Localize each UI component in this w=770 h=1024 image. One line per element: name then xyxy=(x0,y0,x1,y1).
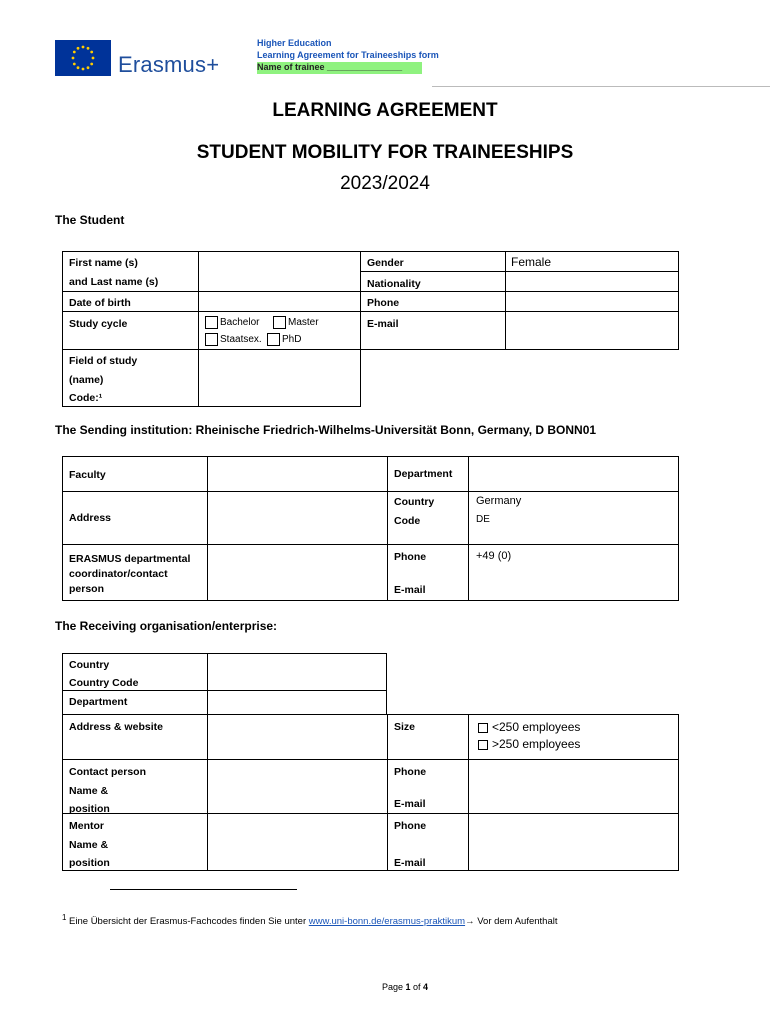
size-small-checkbox[interactable] xyxy=(478,723,488,733)
receiving-department-input[interactable] xyxy=(207,690,387,715)
country-label: Country xyxy=(394,496,435,508)
field-of-study-input[interactable] xyxy=(198,349,361,407)
footnote-rule xyxy=(110,889,297,890)
contact-phone-label: Phone xyxy=(394,766,427,778)
size-large-option[interactable]: >250 employees xyxy=(478,737,580,751)
header-line-2: Learning Agreement for Traineeships form xyxy=(257,50,439,60)
gender-label: Gender xyxy=(367,257,404,269)
footnote xyxy=(62,913,702,927)
eu-stars-icon xyxy=(55,40,111,76)
receiving-country-input[interactable] xyxy=(207,653,387,691)
staatsex-checkbox[interactable] xyxy=(205,333,218,346)
cycle-phd-option[interactable]: PhD xyxy=(267,333,301,346)
document-title: LEARNING AGREEMENT xyxy=(272,100,498,121)
sending-phone-value: +49 (0) xyxy=(476,550,512,562)
coordinator-label-1: ERASMUS departmental xyxy=(69,553,191,565)
contact-person-input[interactable] xyxy=(207,759,388,814)
header-rule xyxy=(432,86,770,87)
page-number: Page 1 of 4 xyxy=(381,982,429,992)
nationality-label: Nationality xyxy=(367,278,421,290)
footnote-mark: 1 xyxy=(62,913,67,922)
footnote-text-after: Vor dem Aufenthalt xyxy=(477,916,558,928)
size-label: Size xyxy=(394,721,416,733)
mentor-name-label: Name & xyxy=(69,839,109,851)
erasmus-praktikum-link[interactable]: www.uni-bonn.de/erasmus-praktikum xyxy=(308,916,466,928)
academic-year: 2023/2024 xyxy=(340,173,430,194)
address-input[interactable] xyxy=(207,491,388,545)
receiving-country-label: Country xyxy=(69,659,110,671)
gender-value: Female xyxy=(511,255,552,269)
header-line-1: Higher Education xyxy=(257,38,332,48)
study-cycle-label: Study cycle xyxy=(69,318,128,330)
last-name-label: and Last name (s) xyxy=(69,276,159,288)
mentor-input[interactable] xyxy=(207,813,388,871)
size-large-checkbox[interactable] xyxy=(478,740,488,750)
cycle-master-option[interactable]: Master xyxy=(273,316,319,329)
mentor-phone-email-input[interactable] xyxy=(468,813,679,871)
coordinator-label-3: person xyxy=(69,583,105,595)
email-input[interactable] xyxy=(505,311,679,350)
contact-position-label: position xyxy=(69,803,110,815)
contact-email-label: E-mail xyxy=(394,798,426,810)
document-subtitle: STUDENT MOBILITY FOR TRAINEESHIPS xyxy=(196,142,574,163)
mentor-email-label: E-mail xyxy=(394,857,426,869)
phone-label: Phone xyxy=(367,297,400,309)
cycle-bachelor-option[interactable]: Bachelor xyxy=(205,316,259,329)
field-name-label: (name) xyxy=(69,374,104,386)
size-small-option[interactable]: <250 employees xyxy=(478,720,580,734)
student-heading: The Student xyxy=(55,213,125,227)
bachelor-checkbox[interactable] xyxy=(205,316,218,329)
coordinator-input[interactable] xyxy=(207,544,388,601)
address-label: Address xyxy=(69,512,112,524)
code-value: DE xyxy=(476,514,490,525)
country-value: Germany xyxy=(476,495,522,507)
phone-input[interactable] xyxy=(505,291,679,312)
faculty-label: Faculty xyxy=(69,469,106,481)
cycle-staatsex-option[interactable]: Staatsex. xyxy=(205,333,262,346)
first-last-name-input[interactable] xyxy=(198,251,361,292)
receiving-address-input[interactable] xyxy=(207,714,388,760)
phd-checkbox[interactable] xyxy=(267,333,280,346)
receiving-country-code-label: Country Code xyxy=(69,677,139,689)
coordinator-label-2: coordinator/contact xyxy=(69,568,168,580)
dob-input[interactable] xyxy=(198,291,361,312)
sending-phone-label: Phone xyxy=(394,551,427,563)
code-label: Code xyxy=(394,515,421,527)
contact-name-label: Name & xyxy=(69,785,109,797)
mentor-position-label: position xyxy=(69,857,110,869)
faculty-input[interactable] xyxy=(207,456,388,492)
mentor-phone-label: Phone xyxy=(394,820,427,832)
eu-flag-logo xyxy=(55,40,111,76)
erasmus-logo-text: Erasmus+ xyxy=(118,52,220,77)
mentor-label: Mentor xyxy=(69,820,104,832)
master-checkbox[interactable] xyxy=(273,316,286,329)
sending-email-label: E-mail xyxy=(394,584,426,596)
receiving-department-label: Department xyxy=(69,696,128,708)
dob-label: Date of birth xyxy=(69,297,131,309)
footnote-text: Eine Übersicht der Erasmus-Fachcodes finden Sie unter xyxy=(69,916,307,928)
department-input[interactable] xyxy=(468,456,679,492)
receiving-heading: The Receiving organisation/enterprise: xyxy=(55,619,278,633)
contact-phone-email-input[interactable] xyxy=(468,759,679,814)
first-name-label: First name (s) xyxy=(69,257,138,269)
field-of-study-label: Field of study xyxy=(69,355,138,367)
trainee-name-field[interactable]: Name of trainee _______________ xyxy=(257,62,422,74)
contact-person-label: Contact person xyxy=(69,766,147,778)
email-label: E-mail xyxy=(367,318,399,330)
field-code-label: Code:¹ xyxy=(69,392,103,404)
department-label: Department xyxy=(394,468,453,480)
sending-heading: The Sending institution: Rheinische Friedrich-Wilhelms-Universität Bonn, Germany, D BONN01 xyxy=(55,423,597,437)
address-website-label: Address & website xyxy=(69,721,163,733)
arrow-right-icon: → xyxy=(465,916,475,928)
nationality-input[interactable] xyxy=(505,271,679,292)
